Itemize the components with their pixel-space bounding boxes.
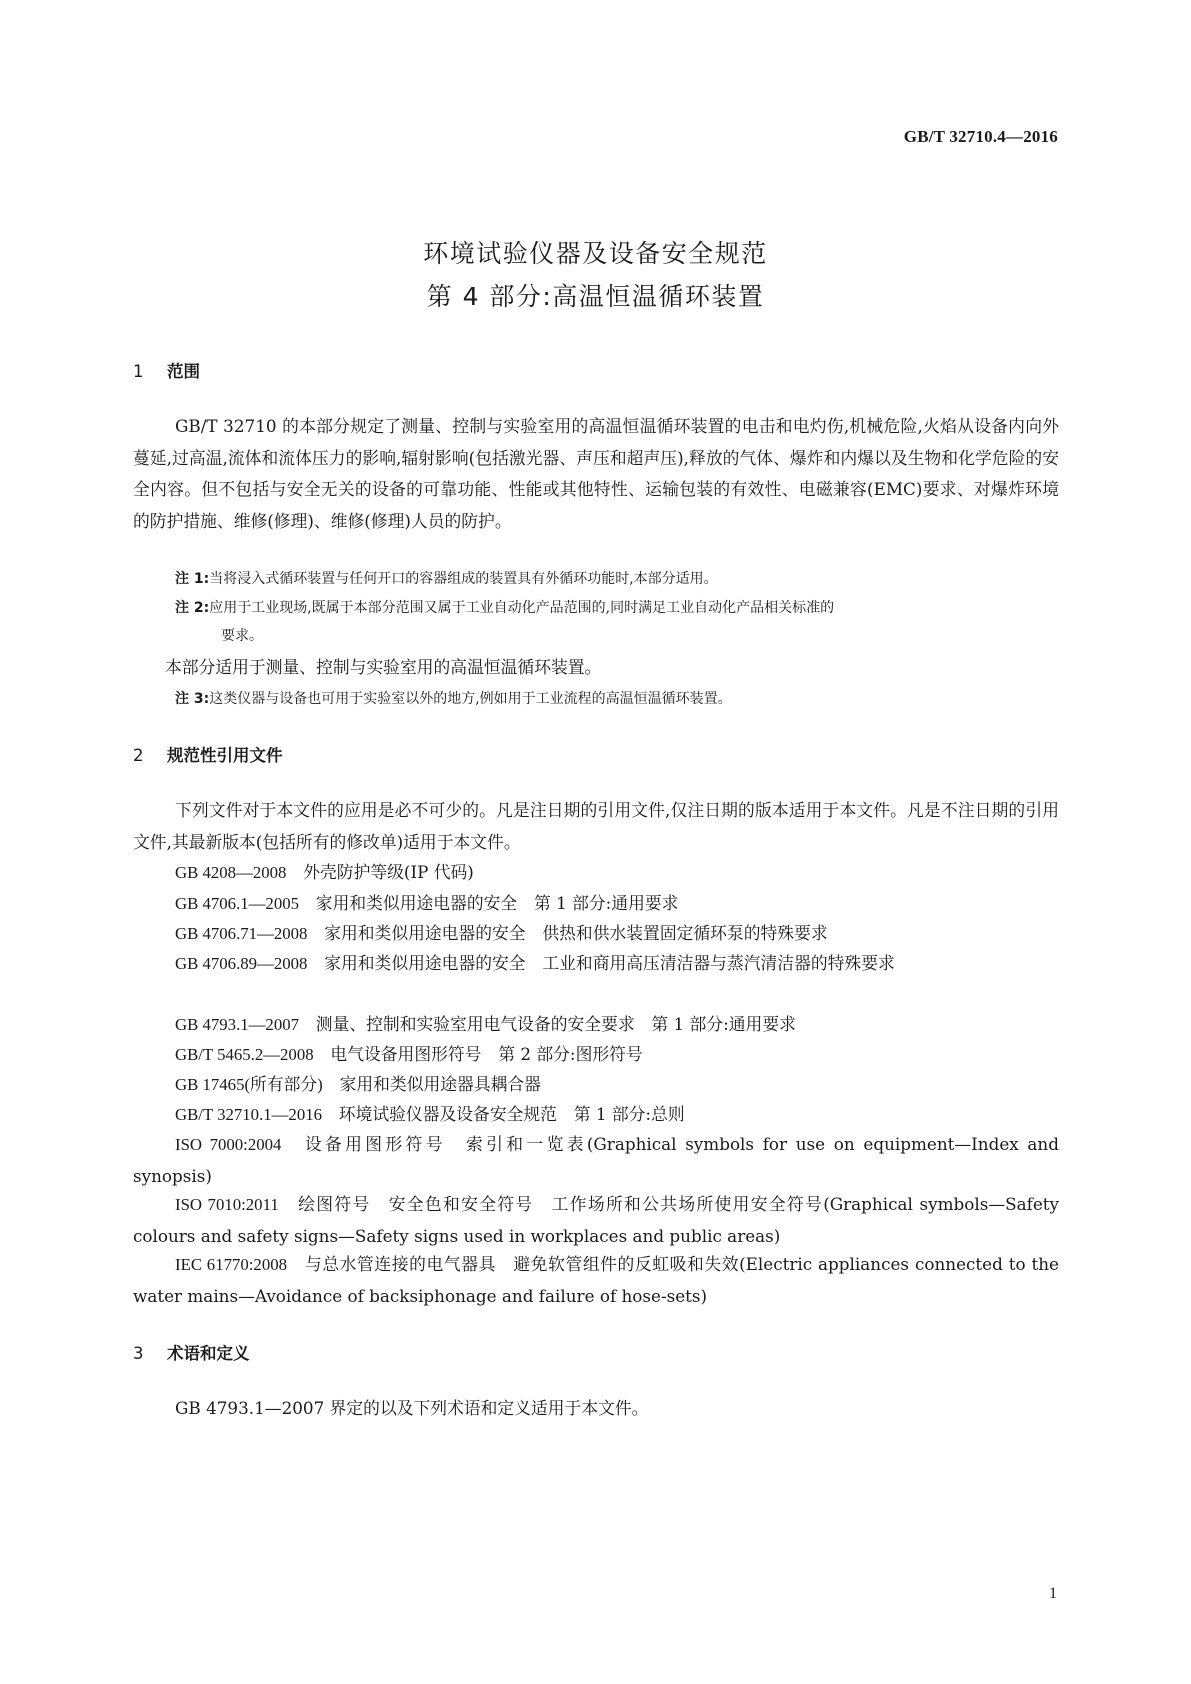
reference-title: 设备用图形符号 索引和一览表(Graphical symbols for use on equipment—Index and synopsis) [133, 1134, 1059, 1186]
reference-item [133, 1249, 1059, 1312]
section-number: 3 [133, 1344, 144, 1363]
reference-title: 环境试验仪器及设备安全规范 第 1 部分:总则 [338, 1104, 685, 1124]
reference-title: 外壳防护等级(IP 代码) [303, 862, 474, 882]
note-text: 这类仪器与设备也可用于实验室以外的地方,例如用于工业流程的高温恒温循环装置。 [209, 691, 732, 707]
page-number: 1 [1049, 1585, 1057, 1602]
section-title: 规范性引用文件 [167, 746, 283, 765]
reference-item [133, 1129, 1059, 1192]
note-continuation: 要求。 [221, 628, 263, 644]
reference-item [133, 1099, 1059, 1131]
reference-code: GB 4706.89—2008 [175, 954, 308, 973]
section-1-heading [133, 358, 200, 382]
note-label: 注 3: [175, 691, 210, 707]
reference-item [133, 1009, 1059, 1041]
section-3-heading [133, 1340, 250, 1364]
reference-item [133, 918, 1059, 950]
reference-title: 与总水管连接的电气器具 避免软管组件的反虹吸和失效(Electric appliances connected to the water mains—Avoidance of backsiphonage and failure of hose-sets) [133, 1254, 1059, 1306]
standard-number: GB/T 32710.4—2016 [903, 127, 1058, 146]
reference-item [133, 857, 1059, 889]
note-text: 应用于工业现场,既属于本部分范围又属于工业自动化产品范围的,同时满足工业自动化产品相关标准的 [209, 600, 835, 616]
reference-title: 测量、控制和实验室用电气设备的安全要求 第 1 部分:通用要求 [315, 1014, 796, 1034]
note-2 [175, 594, 1059, 650]
section-number: 2 [133, 746, 144, 765]
reference-title: 绘图符号 安全色和安全符号 工作场所和公共场所使用安全符号(Graphical symbols—Safety colours and safety signs—Safety signs used in workplaces and public areas) [133, 1194, 1059, 1246]
note-1 [175, 565, 1059, 593]
section-title: 范围 [167, 362, 200, 381]
reference-code: IEC 61770:2008 [175, 1255, 287, 1274]
reference-code: ISO 7010:2011 [175, 1195, 279, 1214]
note-label: 注 2: [175, 600, 210, 616]
reference-item [133, 888, 1059, 920]
reference-title: 家用和类似用途电器的安全 工业和商用高压清洁器与蒸汽清洁器的特殊要求 [324, 953, 895, 973]
reference-code: GB/T 5465.2—2008 [175, 1045, 314, 1064]
reference-code: GB 4793.1—2007 [175, 1015, 299, 1034]
reference-code: GB 4208—2008 [175, 863, 287, 882]
reference-code: ISO 7000:2004 [175, 1135, 282, 1154]
reference-item [133, 1189, 1059, 1252]
scope-paragraph: GB/T 32710 的本部分规定了测量、控制与实验室用的高温恒温循环装置的电击和电灼伤,机械危险,火焰从设备内向外蔓延,过高温,流体和流体压力的影响,辐射影响(包括激光器、声压和超声压),释放的气体、爆炸和内爆以及生物和化学危险的安全内容。但不包括与安全无关的设备的可靠功能、性能或其他特性、运输包装的有效性、电磁兼容(EMC)要求、对爆炸环境的防护措施、维修(修理)、维修(修理)人员的防护。 [133, 416, 1059, 531]
normative-references-intro: 下列文件对于本文件的应用是必不可少的。凡是注日期的引用文件,仅注日期的版本适用于本文件。凡是不注日期的引用文件,其最新版本(包括所有的修改单)适用于本文件。 [133, 800, 1059, 852]
scope-applicability-paragraph: 本部分适用于测量、控制与实验室用的高温恒温循环装置。 [165, 657, 602, 677]
note-text: 当将浸入式循环装置与任何开口的容器组成的装置具有外循环功能时,本部分适用。 [209, 571, 718, 587]
note-3 [175, 685, 1059, 713]
reference-code: GB 4706.1—2005 [175, 894, 299, 913]
terms-definitions-paragraph: GB 4793.1—2007 界定的以及下列术语和定义适用于本文件。 [175, 1398, 649, 1418]
section-2-heading [133, 742, 283, 766]
section-number: 1 [133, 362, 144, 381]
reference-title: 家用和类似用途电器的安全 第 1 部分:通用要求 [315, 893, 679, 913]
reference-title: 家用和类似用途电器的安全 供热和供水装置固定循环泵的特殊要求 [324, 923, 828, 943]
reference-item [133, 948, 1059, 980]
reference-code: GB 17465(所有部分) [175, 1075, 323, 1094]
document-title-line2: 第 4 部分:高温恒温循环装置 [426, 282, 765, 311]
reference-code: GB 4706.71—2008 [175, 924, 308, 943]
reference-item [133, 1069, 1059, 1101]
note-label: 注 1: [175, 571, 210, 587]
reference-item [133, 1039, 1059, 1071]
document-title-line1: 环境试验仪器及设备安全规范 [423, 239, 768, 268]
reference-title: 电气设备用图形符号 第 2 部分:图形符号 [330, 1044, 643, 1064]
section-title: 术语和定义 [167, 1344, 250, 1363]
reference-code: GB/T 32710.1—2016 [175, 1105, 322, 1124]
reference-title: 家用和类似用途器具耦合器 [339, 1074, 541, 1094]
